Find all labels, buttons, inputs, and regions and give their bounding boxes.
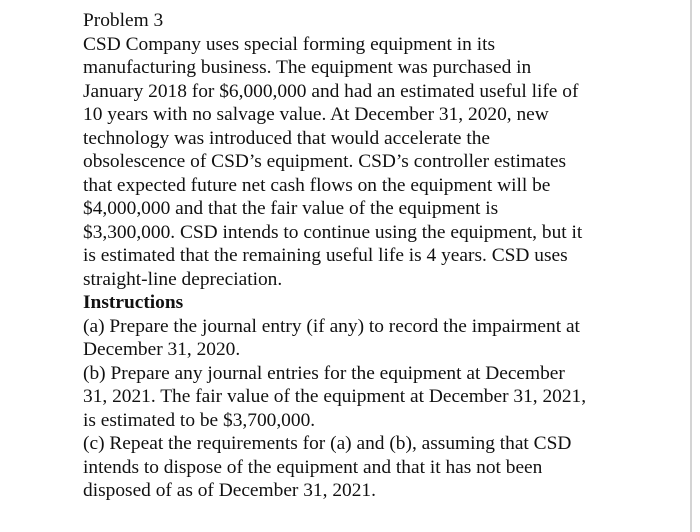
scenario-line: $3,300,000. CSD intends to continue using the equipment, but it — [83, 221, 583, 243]
instruction-c-line: disposed of as of December 31, 2021. — [83, 480, 376, 501]
instruction-b-line: 31, 2021. The fair value of the equipment at December 31, 2021, — [83, 386, 587, 407]
page-edge-divider — [690, 0, 692, 532]
instructions-heading: Instructions — [83, 292, 184, 313]
instruction-c — [83, 432, 687, 503]
instruction-b-line: (b) Prepare any journal entries for the equipment at December — [83, 362, 565, 384]
scenario-line: obsolescence of CSD’s equipment. CSD’s controller estimates — [83, 151, 567, 172]
problem-text-block — [83, 9, 687, 503]
scenario-line: is estimated that the remaining useful life is 4 years. CSD uses — [83, 245, 568, 266]
scenario-line: January 2018 for $6,000,000 and had an estimated useful life of — [83, 80, 579, 102]
scenario-line: $4,000,000 and that the fair value of the equipment is — [83, 198, 499, 219]
scenario-line: technology was introduced that would accelerate the — [83, 127, 491, 149]
scenario-paragraph — [83, 33, 687, 292]
scenario-line: 10 years with no salvage value. At December 31, 2020, new — [83, 104, 549, 125]
instruction-c-line: (c) Repeat the requirements for (a) and (b), assuming that CSD — [83, 433, 572, 454]
scenario-line: straight-line depreciation. — [83, 268, 283, 290]
instruction-c-line: intends to dispose of the equipment and that it has not been — [83, 456, 543, 478]
scenario-line: that expected future net cash flows on the equipment will be — [83, 174, 551, 196]
instruction-a-line: December 31, 2020. — [83, 339, 241, 360]
instruction-a-line: (a) Prepare the journal entry (if any) to record the impairment at — [83, 315, 580, 337]
instruction-b — [83, 362, 687, 433]
scenario-line: CSD Company uses special forming equipment in its — [83, 33, 496, 55]
scenario-line: manufacturing business. The equipment was purchased in — [83, 57, 532, 78]
problem-title: Problem 3 — [83, 10, 164, 31]
instruction-a — [83, 315, 687, 362]
instruction-b-line: is estimated to be $3,700,000. — [83, 409, 316, 431]
